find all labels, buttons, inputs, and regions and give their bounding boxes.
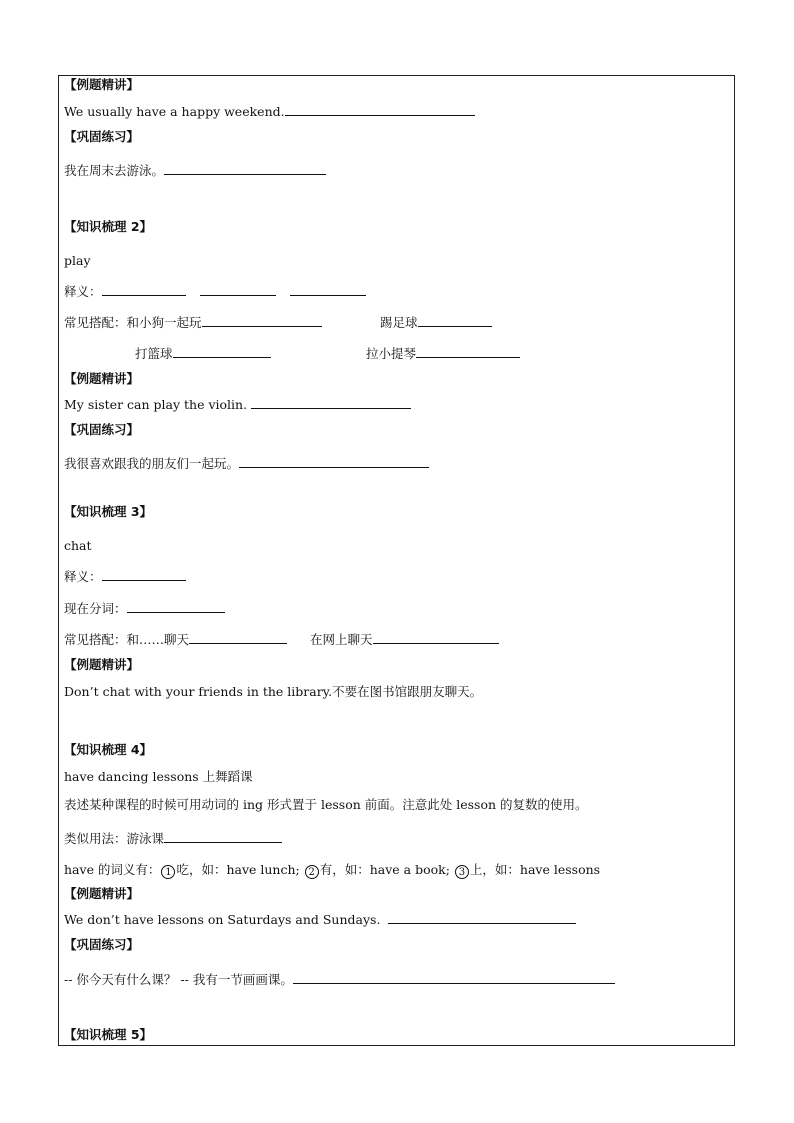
collocation-item-soccer bbox=[380, 315, 492, 331]
answer-blank[interactable] bbox=[418, 315, 492, 327]
heading-knowledge-4: 【知识梳理 4】 bbox=[64, 742, 153, 757]
meaning-line-chat bbox=[64, 569, 186, 585]
participle-line bbox=[64, 601, 225, 617]
circled-number: 3 bbox=[455, 865, 469, 879]
heading-knowledge-5: 【知识梳理 5】 bbox=[64, 1027, 153, 1042]
colloc-item: 拉小提琴 bbox=[366, 346, 417, 361]
colloc-item: 踢足球 bbox=[380, 315, 418, 330]
meaning-blank-2[interactable] bbox=[200, 284, 276, 296]
sentence-text: We don’t have lessons on Saturdays and Sundays. bbox=[64, 912, 381, 927]
meaning-blank-3[interactable] bbox=[290, 284, 366, 296]
collocation-line-1 bbox=[64, 315, 322, 331]
sentence-text: My sister can play the violin. bbox=[64, 397, 248, 412]
collocation-line-chat bbox=[64, 632, 287, 648]
collocation-item-basketball bbox=[135, 346, 271, 362]
answer-blank[interactable] bbox=[251, 397, 411, 409]
example-sentence-1 bbox=[64, 104, 475, 120]
participle-blank[interactable] bbox=[127, 601, 225, 613]
meaning-intro: have 的词义有： bbox=[64, 862, 161, 877]
heading-knowledge-2: 【知识梳理 2】 bbox=[64, 219, 153, 234]
sentence-text: We usually have a happy weekend. bbox=[64, 104, 285, 119]
heading-example-1: 【例题精讲】 bbox=[64, 77, 140, 92]
example-sentence-3: Don’t chat with your friends in the library.不要在图书馆跟朋友聊天。 bbox=[64, 684, 483, 699]
practice-sentence-1 bbox=[64, 163, 326, 179]
answer-blank[interactable] bbox=[293, 972, 615, 984]
meaning-label: 释义： bbox=[64, 284, 102, 299]
colloc-label: 常见搭配： bbox=[64, 315, 127, 330]
answer-blank[interactable] bbox=[189, 632, 287, 644]
practice-sentence-2 bbox=[64, 456, 429, 472]
answer-blank[interactable] bbox=[388, 912, 576, 924]
answer-blank[interactable] bbox=[164, 831, 282, 843]
similar-label: 类似用法：游泳课 bbox=[64, 831, 165, 846]
colloc-item: 打篮球 bbox=[135, 346, 173, 361]
collocation-item-online bbox=[310, 632, 499, 648]
usage-note: 表述某种课程的时候可用动词的 ing 形式置于 lesson 前面。注意此处 lesson 的复数的使用。 bbox=[64, 797, 588, 812]
content-frame bbox=[58, 75, 735, 1046]
answer-blank[interactable] bbox=[202, 315, 322, 327]
circled-number: 2 bbox=[305, 865, 319, 879]
colloc-item: 在网上聊天 bbox=[310, 632, 373, 647]
answer-blank[interactable] bbox=[164, 163, 326, 175]
participle-label: 现在分词： bbox=[64, 601, 127, 616]
heading-practice-2: 【巩固练习】 bbox=[64, 422, 140, 437]
practice-sentence-4 bbox=[64, 972, 615, 988]
heading-example-2: 【例题精讲】 bbox=[64, 371, 140, 386]
answer-blank[interactable] bbox=[285, 104, 475, 116]
word-play: play bbox=[64, 253, 91, 268]
heading-practice-1: 【巩固练习】 bbox=[64, 129, 140, 144]
answer-blank[interactable] bbox=[373, 632, 499, 644]
colloc-item: 和……聊天 bbox=[126, 632, 190, 647]
sentence-text: 我在周末去游泳。 bbox=[64, 163, 165, 178]
example-sentence-4 bbox=[64, 912, 576, 928]
answer-blank[interactable] bbox=[416, 346, 520, 358]
colloc-label: 常见搭配： bbox=[64, 632, 127, 647]
heading-example-3: 【例题精讲】 bbox=[64, 657, 140, 672]
sentence-text: -- 你今天有什么课？ -- 我有一节画画课。 bbox=[64, 972, 293, 987]
heading-example-4: 【例题精讲】 bbox=[64, 886, 140, 901]
circled-number: 1 bbox=[161, 865, 175, 879]
heading-practice-4: 【巩固练习】 bbox=[64, 937, 140, 952]
word-chat: chat bbox=[64, 538, 92, 553]
phrase-dancing-lessons: have dancing lessons 上舞蹈课 bbox=[64, 769, 253, 784]
similar-usage-line bbox=[64, 831, 282, 847]
colloc-item: 和小狗一起玩 bbox=[126, 315, 202, 330]
meaning-item: 吃，如：have lunch; bbox=[176, 862, 300, 877]
sentence-text: 我很喜欢跟我的朋友们一起玩。 bbox=[64, 456, 240, 471]
have-meanings-line bbox=[64, 862, 600, 879]
meaning-label: 释义： bbox=[64, 569, 102, 584]
answer-blank[interactable] bbox=[173, 346, 271, 358]
example-sentence-2 bbox=[64, 397, 411, 413]
meaning-line-play bbox=[64, 284, 366, 300]
meaning-item: 有，如：have a book; bbox=[319, 862, 450, 877]
collocation-item-violin bbox=[366, 346, 520, 362]
heading-knowledge-3: 【知识梳理 3】 bbox=[64, 504, 153, 519]
meaning-blank-1[interactable] bbox=[102, 284, 186, 296]
meaning-item: 上，如：have lessons bbox=[469, 862, 601, 877]
meaning-blank[interactable] bbox=[102, 569, 186, 581]
answer-blank[interactable] bbox=[239, 456, 429, 468]
